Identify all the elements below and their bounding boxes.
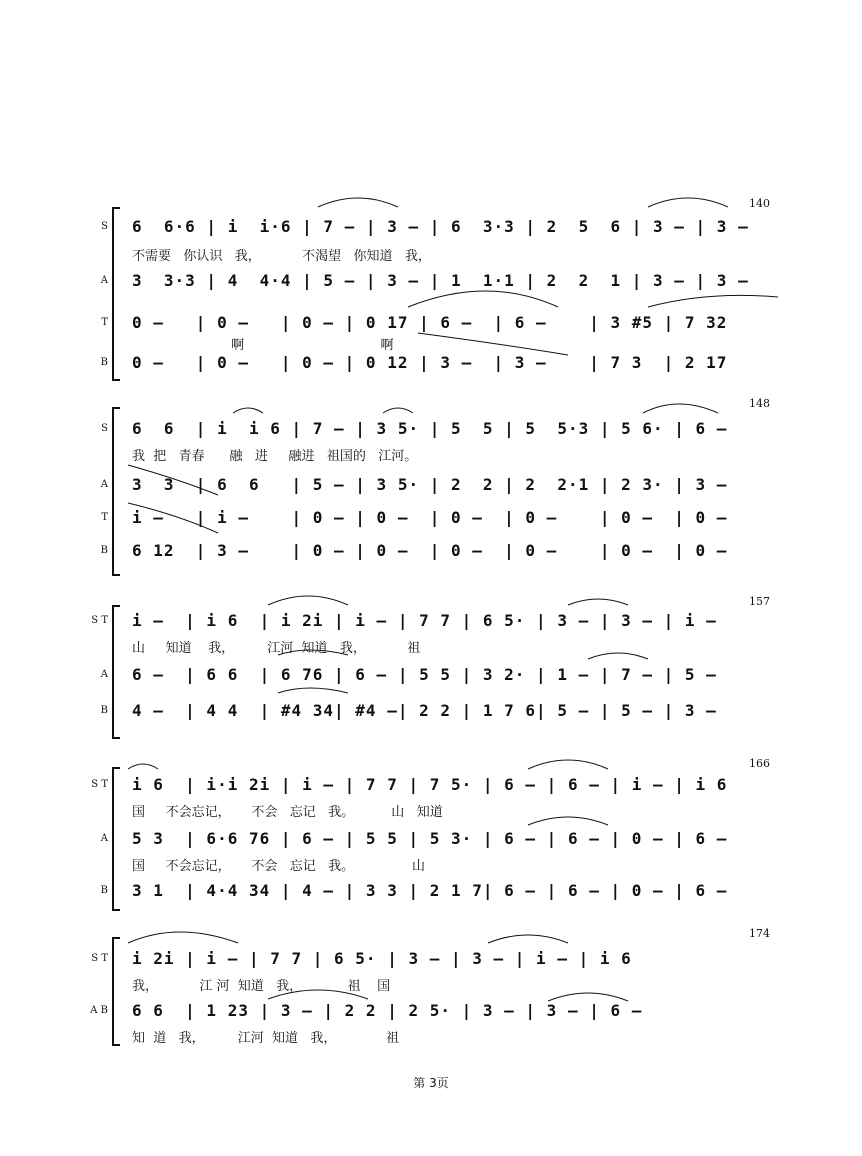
notes-tenor: i – | i – | 0 – | 0 – | 0 – | 0 – | 0 – | 0 – xyxy=(132,508,728,527)
voice-label-bass: B xyxy=(100,705,108,716)
voice-label-soprano-tenor: S T xyxy=(91,615,108,626)
lyrics-line: 知 道 我， 江河 知道 我， 祖 xyxy=(132,1031,399,1046)
voice-label-soprano-tenor: S T xyxy=(91,779,108,790)
voice-label-soprano: S xyxy=(101,423,108,434)
lyrics-line: 不需要 你认识 我， 不渴望 你知道 我， xyxy=(132,249,431,264)
voice-label-alto: A xyxy=(100,669,108,680)
notes-bass: 4 – | 4 4 | #4 34| #4 –| 2 2 | 1 7 6| 5 – | 5 – | 3 – xyxy=(132,701,717,720)
notes-alto: 5 3 | 6·6 76 | 6 – | 5 5 | 5 3· | 6 – | 6 – | 0 – | 6 – xyxy=(132,829,728,848)
measure-number: 148 xyxy=(749,397,770,410)
notes-alto: 3 3·3 | 4 4·4 | 5 – | 3 – | 1 1·1 | 2 2 1 | 3 – | 3 – xyxy=(132,271,749,290)
lyrics-line: 啊 啊 xyxy=(132,338,394,353)
measure-number: 140 xyxy=(749,197,770,210)
voice-label-tenor: T xyxy=(101,512,108,523)
measure-number: 174 xyxy=(749,927,770,940)
voice-label-alto-bass: A B xyxy=(90,1005,108,1016)
voice-label-soprano-tenor: S T xyxy=(91,953,108,964)
notes-soprano-tenor: i – | i 6 | i 2i | i – | 7 7 | 6 5· | 3 – | 3 – | i – xyxy=(132,611,717,630)
notes-bass: 0 – | 0 – | 0 – | 0 12 | 3 – | 3 – | 7 3 | 2 17 xyxy=(132,353,728,372)
slur-marks xyxy=(88,755,788,915)
voice-label-bass: B xyxy=(100,545,108,556)
slur-marks xyxy=(88,593,788,743)
score-system-4 xyxy=(88,755,788,915)
score-system-1 xyxy=(88,195,788,385)
notes-soprano-tenor: i 2i | i – | 7 7 | 6 5· | 3 – | 3 – | i – | i 6 xyxy=(132,949,632,968)
notes-alto-bass: 6 6 | 1 23 | 3 – | 2 2 | 2 5· | 3 – | 3 – | 6 – xyxy=(132,1001,643,1020)
notes-bass: 3 1 | 4·4 34 | 4 – | 3 3 | 2 1 7| 6 – | 6 – | 0 – | 6 – xyxy=(132,881,728,900)
lyrics-line: 我， 江 河 知道 我， 祖 国 xyxy=(132,979,391,994)
notes-soprano-tenor: i 6 | i·i 2i | i – | 7 7 | 7 5· | 6 – | 6 – | i – | i 6 xyxy=(132,775,728,794)
lyrics-line: 我 把 青春 融 进 融进 祖国的 江河。 xyxy=(132,449,418,464)
voice-label-alto: A xyxy=(100,479,108,490)
score-system-3 xyxy=(88,593,788,743)
notes-alto: 6 – | 6 6 | 6 76 | 6 – | 5 5 | 3 2· | 1 – | 7 – | 5 – xyxy=(132,665,717,684)
voice-label-bass: B xyxy=(100,357,108,368)
voice-label-soprano: S xyxy=(101,221,108,232)
lyrics-line: 国 不会忘记， 不会 忘记 我。 山 xyxy=(132,859,425,874)
slur-marks xyxy=(88,395,788,580)
notes-bass: 6 12 | 3 – | 0 – | 0 – | 0 – | 0 – | 0 – | 0 – xyxy=(132,541,728,560)
lyrics-line: 山 知道 我， 江河 知道 我， 祖 xyxy=(132,641,421,656)
notes-tenor: 0 – | 0 – | 0 – | 0 17 | 6 – | 6 – | 3 #5 | 7 32 xyxy=(132,313,728,332)
measure-number: 157 xyxy=(749,595,770,608)
page-number: 第 3页 xyxy=(413,1076,449,1090)
measure-number: 166 xyxy=(749,757,770,770)
voice-label-alto: A xyxy=(100,833,108,844)
voice-label-alto: A xyxy=(100,275,108,286)
notes-alto: 3 3 | 6 6 | 5 – | 3 5· | 2 2 | 2 2·1 | 2 3· | 3 – xyxy=(132,475,728,494)
score-system-5 xyxy=(88,925,788,1050)
slur-marks xyxy=(88,925,788,1050)
slur-marks xyxy=(88,195,788,385)
voice-label-tenor: T xyxy=(101,317,108,328)
lyrics-line: 国 不会忘记， 不会 忘记 我。 山 知道 xyxy=(132,805,443,820)
notes-soprano: 6 6·6 | i i·6 | 7 – | 3 – | 6 3·3 | 2 5 6 | 3 – | 3 – xyxy=(132,217,749,236)
notes-soprano: 6 6 | i i 6 | 7 – | 3 5· | 5 5 | 5 5·3 | 5 6· | 6 – xyxy=(132,419,728,438)
voice-label-bass: B xyxy=(100,885,108,896)
score-system-2 xyxy=(88,395,788,580)
